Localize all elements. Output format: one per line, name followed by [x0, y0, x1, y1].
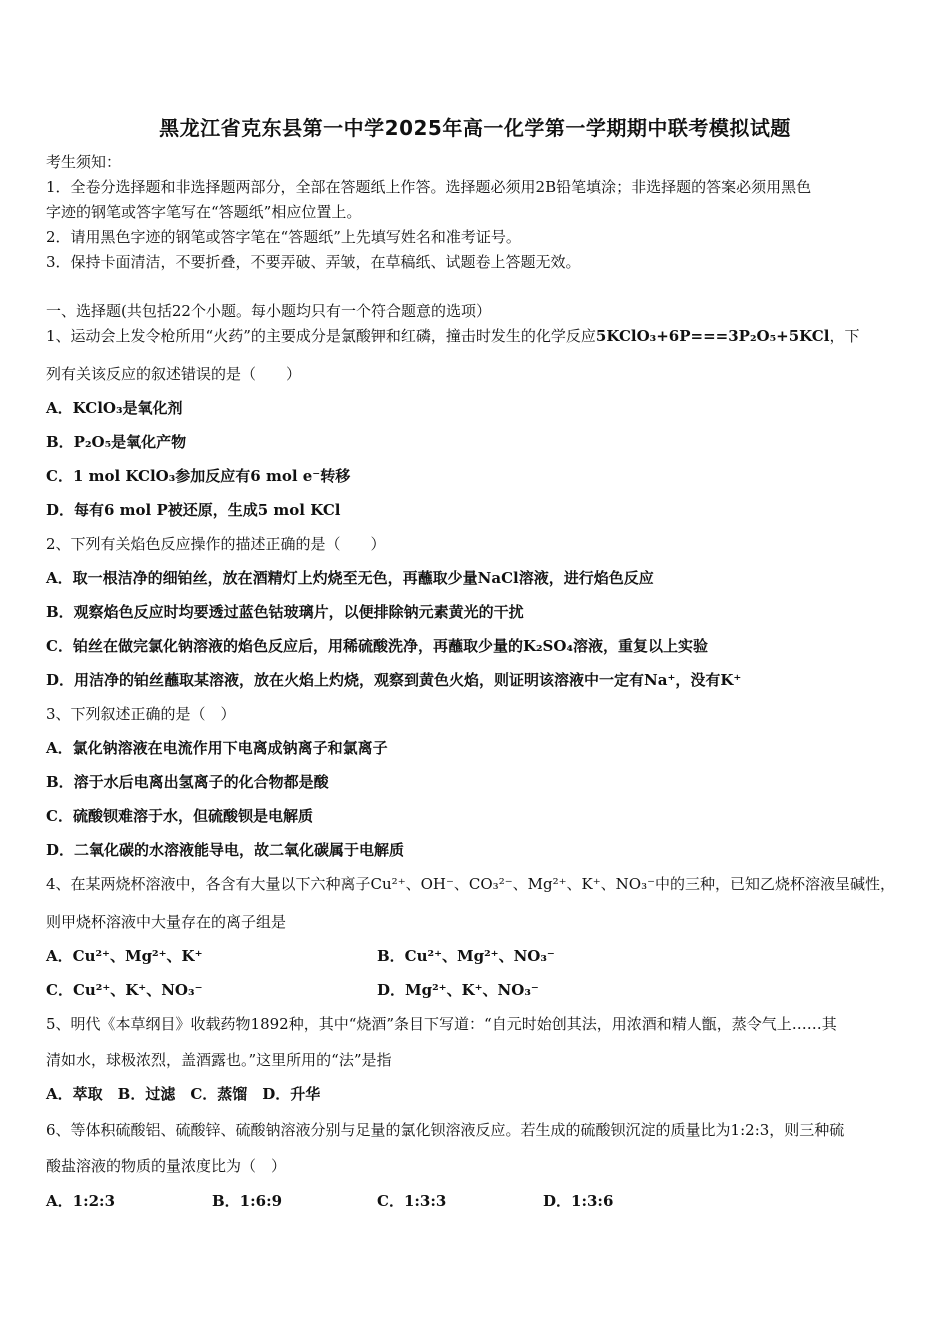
question-4-stem: 4、在某两烧杯溶液中，各含有大量以下六种离子Cu²⁺、OH⁻、CO₃²⁻、Mg²⁺、K⁺、NO₃⁻中的三种，已知乙烧杯溶液呈碱性，: [46, 875, 895, 893]
question-6-stem: 6、等体积硫酸铝、硫酸锌、硫酸钠溶液分别与足量的氯化钡溶液反应。若生成的硫酸钡沉淀的质量比为1:2:3，则三种硫: [46, 1121, 845, 1139]
question-5-options[interactable]: A．萃取 B．过滤 C．蒸馏 D．升华: [46, 1085, 321, 1103]
question-1-option-d[interactable]: D．每有6 mol P被还原，生成5 mol KCl: [46, 501, 341, 519]
question-4-option-d[interactable]: D．Mg²⁺、K⁺、NO₃⁻: [377, 981, 539, 999]
notice-item: 字迹的钢笔或答字笔写在“答题纸”相应位置上。: [46, 203, 362, 221]
question-2-stem: 2、下列有关焰色反应操作的描述正确的是（ ）: [46, 535, 386, 553]
question-2-option-d[interactable]: D．用洁净的铂丝蘸取某溶液，放在火焰上灼烧，观察到黄色火焰，则证明该溶液中一定有Na⁺，没有K⁺: [46, 671, 742, 689]
question-4-option-a[interactable]: A．Cu²⁺、Mg²⁺、K⁺: [46, 947, 203, 965]
question-1-stem: [46, 326, 911, 346]
question-3-option-a[interactable]: A．氯化钠溶液在电流作用下电离成钠离子和氯离子: [46, 739, 388, 757]
question-1-stem-text: 1、运动会上发令枪所用“火药”的主要成分是氯酸钾和红磷，撞击时发生的化学反应: [46, 327, 596, 345]
question-1-option-a[interactable]: A．KClO₃是氧化剂: [46, 399, 183, 417]
question-3-option-c[interactable]: C．硫酸钡难溶于水，但硫酸钡是电解质: [46, 807, 313, 825]
question-1-option-b[interactable]: B．P₂O₅是氧化产物: [46, 433, 187, 451]
question-6-option-b[interactable]: B．1:6:9: [212, 1192, 283, 1210]
question-1-option-c[interactable]: C．1 mol KClO₃参加反应有6 mol e⁻转移: [46, 467, 351, 485]
question-3-option-b[interactable]: B．溶于水后电离出氢离子的化合物都是酸: [46, 773, 329, 791]
notice-item: 2．请用黑色字迹的钢笔或答字笔在“答题纸”上先填写姓名和准考证号。: [46, 228, 521, 246]
question-5-stem-line2: 清如水，球极浓烈，盖酒露也。”这里所用的“法”是指: [46, 1051, 392, 1069]
notice-heading: 考生须知：: [46, 153, 122, 171]
question-6-option-a[interactable]: A．1:2:3: [46, 1192, 116, 1210]
question-4-option-b[interactable]: B．Cu²⁺、Mg²⁺、NO₃⁻: [377, 947, 555, 965]
question-6-option-c[interactable]: C．1:3:3: [377, 1192, 447, 1210]
notice-item: 1．全卷分选择题和非选择题两部分，全部在答题纸上作答。选择题必须用2B铅笔填涂；非选择题的答案必须用黑色: [46, 178, 812, 196]
question-6-stem-line2: 酸盐溶液的物质的量浓度比为（ ）: [46, 1157, 287, 1175]
question-2-option-a[interactable]: A．取一根洁净的细铂丝，放在酒精灯上灼烧至无色，再蘸取少量NaCl溶液，进行焰色反应: [46, 569, 654, 587]
question-6-option-d[interactable]: D．1:3:6: [543, 1192, 614, 1210]
question-1-equation: 5KClO₃+6P===3P₂O₅+5KCl: [595, 327, 830, 345]
question-5-stem: 5、明代《本草纲目》收载药物1892种，其中“烧酒”条目下写道：“自元时始创其法，用浓酒和精人甑，蒸令气上……其: [46, 1015, 837, 1033]
notice-item: 3．保持卡面清洁，不要折叠，不要弄破、弄皱，在草稿纸、试题卷上答题无效。: [46, 253, 581, 271]
section-heading: 一、选择题(共包括22个小题。每小题均只有一个符合题意的选项）: [46, 302, 491, 320]
question-4-stem-line2: 则甲烧杯溶液中大量存在的离子组是: [46, 913, 287, 931]
question-2-option-c[interactable]: C．铂丝在做完氯化钠溶液的焰色反应后，用稀硫酸洗净，再蘸取少量的K₂SO₄溶液，重复以上实验: [46, 637, 709, 655]
question-2-option-b[interactable]: B．观察焰色反应时均要透过蓝色钴玻璃片，以便排除钠元素黄光的干扰: [46, 603, 524, 621]
page-title: 黑龙江省克东县第一中学2025年高一化学第一学期期中联考模拟试题: [159, 116, 791, 140]
question-3-option-d[interactable]: D．二氧化碳的水溶液能导电，故二氧化碳属于电解质: [46, 841, 405, 859]
question-3-stem: 3、下列叙述正确的是（ ）: [46, 705, 236, 723]
question-1-stem-line2: 列有关该反应的叙述错误的是（ ）: [46, 365, 302, 383]
question-4-option-c[interactable]: C．Cu²⁺、K⁺、NO₃⁻: [46, 981, 203, 999]
question-1-stem-tail: ，下: [829, 327, 860, 345]
